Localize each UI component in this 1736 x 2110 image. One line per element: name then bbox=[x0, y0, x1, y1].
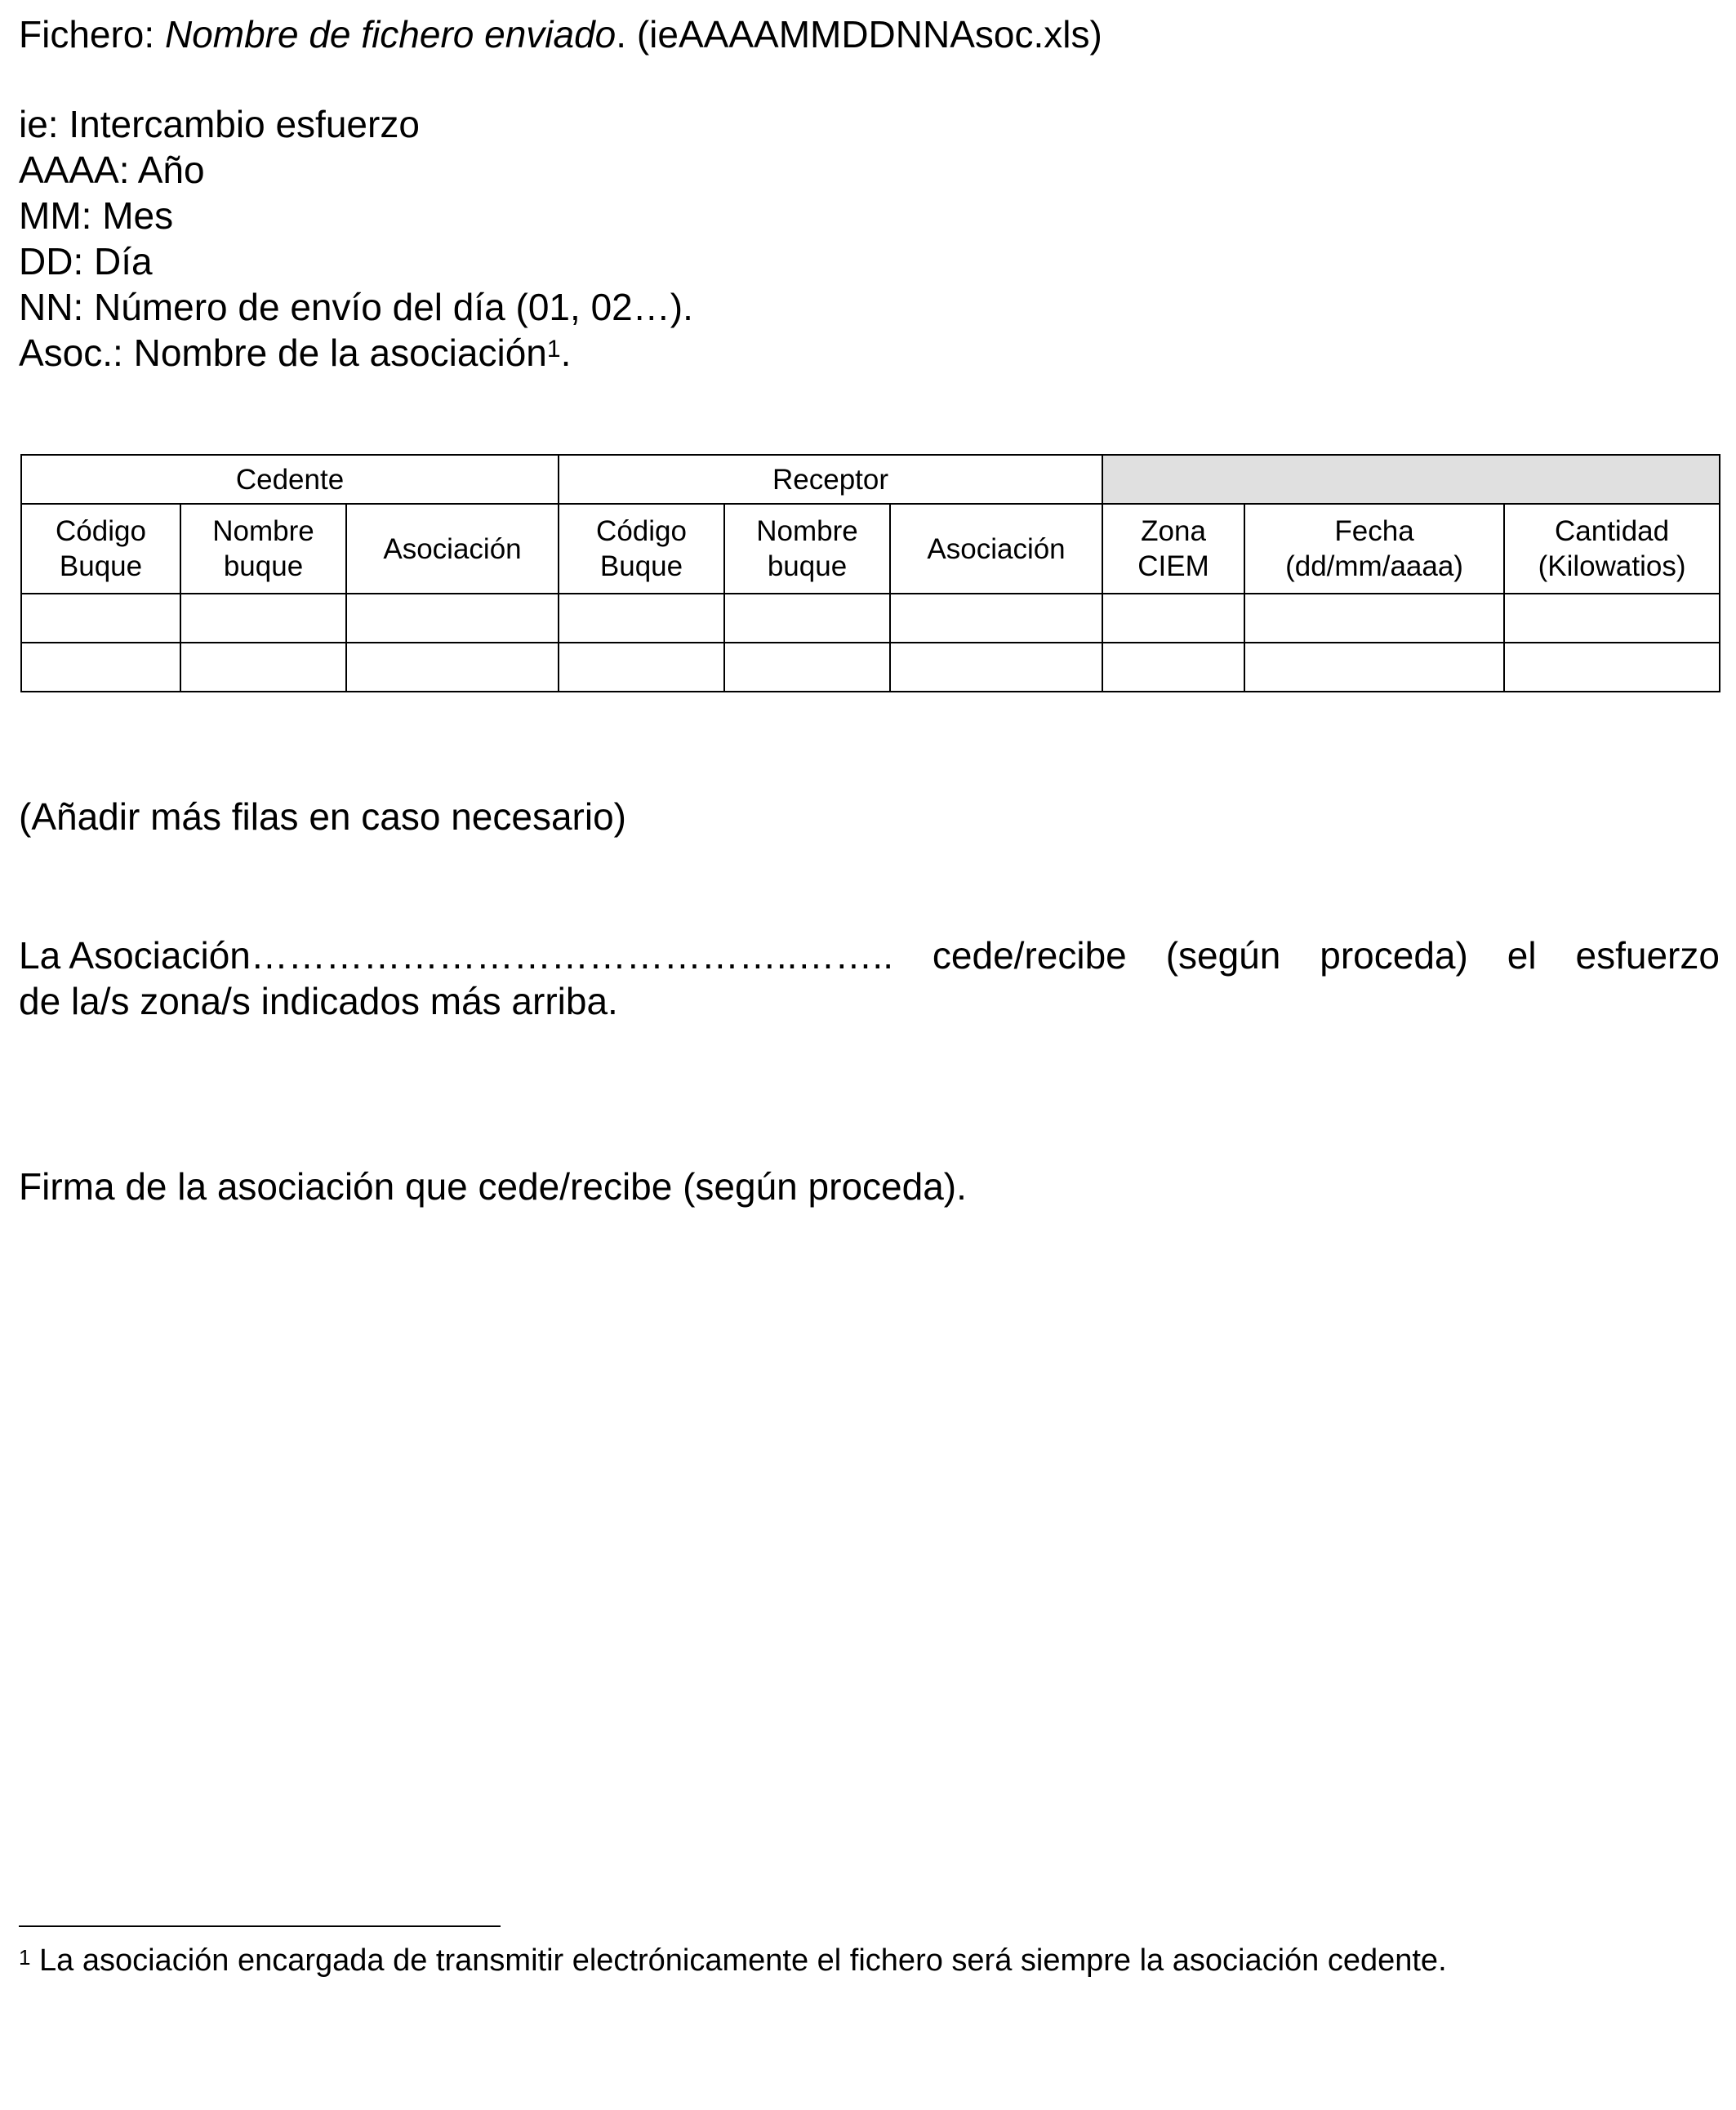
col-asociacion-receptor: Asociación bbox=[890, 504, 1102, 594]
group-cedente: Cedente bbox=[21, 455, 559, 504]
legend-association-text: Asoc.: Nombre de la asociación bbox=[19, 332, 547, 374]
legend-association-end: . bbox=[560, 332, 572, 374]
col-asociacion-cedente: Asociación bbox=[346, 504, 559, 594]
group-blank-shaded bbox=[1102, 455, 1720, 504]
file-name-italic: Nombre de fichero enviado bbox=[164, 13, 617, 56]
table-cell[interactable] bbox=[180, 643, 346, 692]
legend-number: NN: Número de envío del día (01, 02…). bbox=[19, 286, 693, 328]
legend-year: AAAA: Año bbox=[19, 149, 205, 191]
statement-line-1 bbox=[19, 933, 1720, 978]
table-cell[interactable] bbox=[559, 643, 724, 692]
file-pattern: . (ieAAAAMMDDNNAsoc.xls) bbox=[616, 13, 1102, 56]
legend-month: MM: Mes bbox=[19, 194, 174, 237]
table-cell[interactable] bbox=[346, 594, 559, 643]
statement-word: proceda) bbox=[1320, 934, 1468, 977]
table-cell[interactable] bbox=[1102, 594, 1244, 643]
table-row bbox=[21, 594, 1720, 643]
legend-day: DD: Día bbox=[19, 240, 153, 283]
table-cell[interactable] bbox=[1244, 643, 1504, 692]
table-cell[interactable] bbox=[890, 643, 1102, 692]
legend-ie: ie: Intercambio esfuerzo bbox=[19, 103, 420, 145]
col-codigo-buque-receptor: Código Buque bbox=[559, 504, 724, 594]
col-fecha: Fecha (dd/mm/aaaa) bbox=[1244, 504, 1504, 594]
exchange-table bbox=[20, 454, 1720, 692]
file-label: Fichero: bbox=[19, 13, 165, 56]
table-cell[interactable] bbox=[21, 643, 180, 692]
table-cell[interactable] bbox=[890, 594, 1102, 643]
table-cell[interactable] bbox=[21, 594, 180, 643]
signature-line: Firma de la asociación que cede/recibe (según proceda). bbox=[19, 1165, 967, 1208]
statement-word: (según bbox=[1165, 934, 1281, 977]
table-cell[interactable] bbox=[1504, 594, 1720, 643]
group-receptor: Receptor bbox=[559, 455, 1102, 504]
col-nombre-buque-receptor: Nombre buque bbox=[724, 504, 890, 594]
table-cell[interactable] bbox=[1102, 643, 1244, 692]
table-cell[interactable] bbox=[559, 594, 724, 643]
statement-word: esfuerzo bbox=[1575, 934, 1720, 977]
col-zona-ciem: Zona CIEM bbox=[1102, 504, 1244, 594]
footnote-mark: 1 bbox=[19, 1945, 31, 1970]
footnote-reference[interactable]: 1 bbox=[546, 336, 561, 363]
col-codigo-buque-cedente: Código Buque bbox=[21, 504, 180, 594]
footnote bbox=[19, 1942, 1447, 1979]
table-cell[interactable] bbox=[1504, 643, 1720, 692]
footnote-text: La asociación encargada de transmitir electrónicamente el fichero será siempre la asociación cedente. bbox=[30, 1943, 1447, 1978]
table-cell[interactable] bbox=[724, 594, 890, 643]
table-cell[interactable] bbox=[1244, 594, 1504, 643]
add-rows-note: (Añadir más filas en caso necesario) bbox=[19, 795, 626, 838]
statement-line-2: de la/s zona/s indicados más arriba. bbox=[19, 980, 618, 1022]
statement-word: La Asociación……………………………………..…….. bbox=[19, 934, 893, 977]
table-cell[interactable] bbox=[180, 594, 346, 643]
file-name-line bbox=[19, 11, 1102, 57]
footnote-separator bbox=[19, 1925, 501, 1927]
statement-word: cede/recibe bbox=[932, 934, 1127, 977]
table-group-header bbox=[21, 455, 1720, 504]
table-row bbox=[21, 643, 1720, 692]
table-cell[interactable] bbox=[346, 643, 559, 692]
col-cantidad: Cantidad (Kilowatios) bbox=[1504, 504, 1720, 594]
table-cell[interactable] bbox=[724, 643, 890, 692]
legend-association bbox=[19, 330, 571, 376]
table-column-header bbox=[21, 504, 1720, 594]
statement-paragraph bbox=[19, 933, 1720, 1024]
statement-word: el bbox=[1507, 934, 1537, 977]
col-nombre-buque-cedente: Nombre buque bbox=[180, 504, 346, 594]
